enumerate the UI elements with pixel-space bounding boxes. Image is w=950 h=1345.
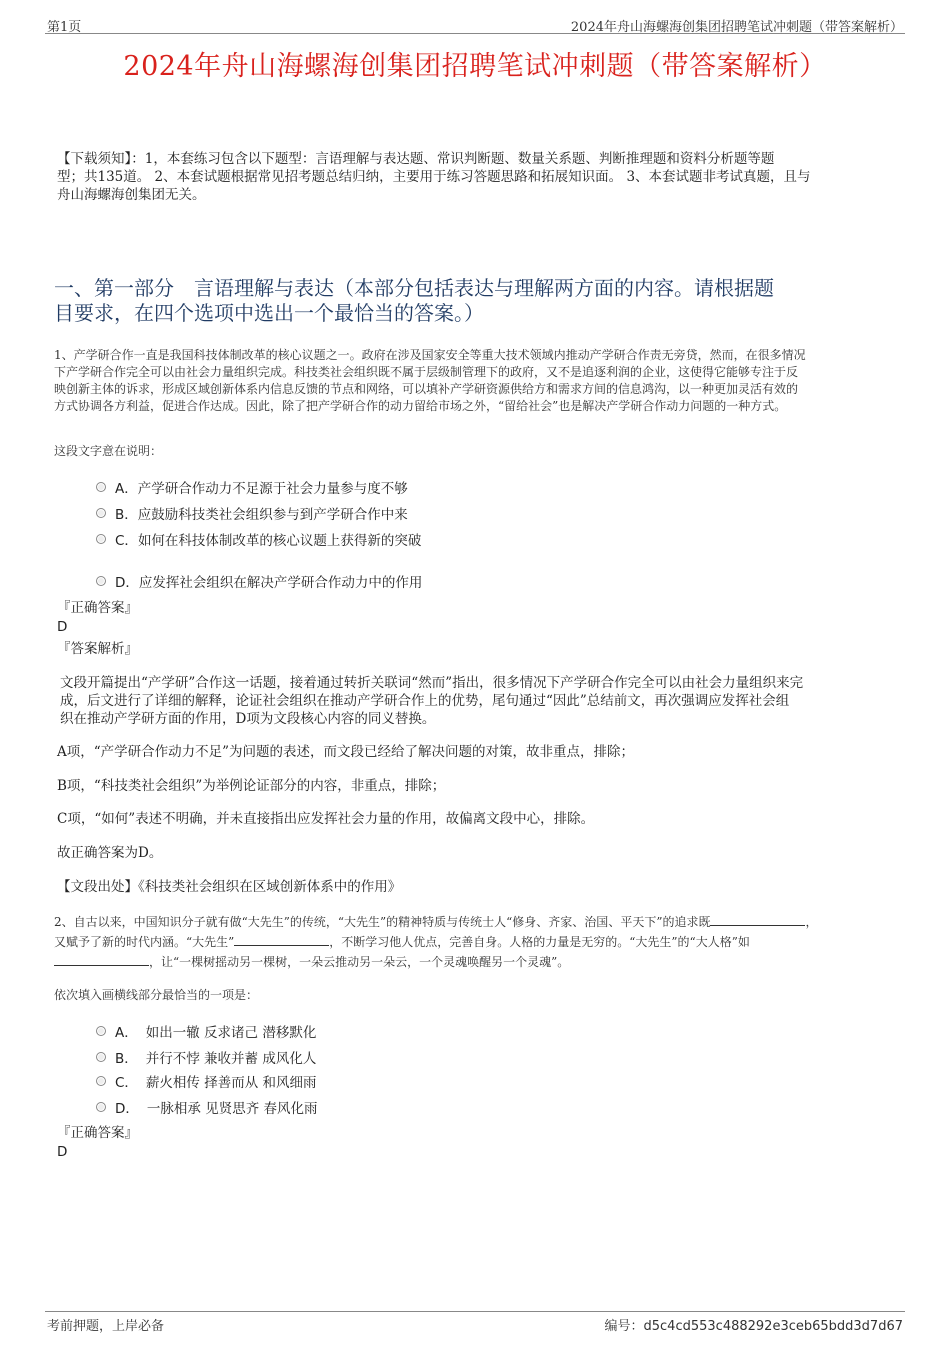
notice-line: 型；共135道。 2、本套试题根据常见招考题总结归纳，主要用于练习答题思路和拓展知识面。 3、本套试题非考试真题，且与 [57, 169, 811, 185]
q1-option-d[interactable]: D． 应发挥社会组织在解决产学研合作动力中的作用 [96, 571, 422, 591]
q1-option-a[interactable]: A． 产学研合作动力不足源于社会力量参与度不够 [96, 477, 408, 497]
q2-option-b[interactable]: B． 并行不悖 兼收并蓄 成风化人 [96, 1047, 316, 1067]
analysis-label: 『答案解析』 [57, 641, 138, 657]
answer-label: 『正确答案』 [57, 1125, 138, 1141]
analysis-note-a: A项，“产学研合作动力不足”为问题的表述，而文段已经给了解决问题的对策，故非重点，排除； [57, 744, 635, 760]
q2-option-a[interactable]: A． 如出一辙 反求诸己 潜移默化 [96, 1021, 316, 1041]
radio-icon[interactable] [96, 534, 106, 544]
source-citation: 【文段出处】《科技类社会组织在区域创新体系中的作用》 [57, 879, 402, 895]
page-number: 第1页 [47, 20, 82, 35]
radio-icon[interactable] [96, 508, 106, 518]
radio-icon[interactable] [96, 1026, 106, 1036]
answer-label: 『正确答案』 [57, 600, 138, 616]
analysis-line: 成，后文进行了详细的解释，论证社会组织在推动产学研合作上的优势，尾句通过“因此”总结前文，再次强调应发挥社会组 [60, 693, 790, 709]
radio-icon[interactable] [96, 1076, 106, 1086]
radio-icon[interactable] [96, 482, 106, 492]
stem-line: 映创新主体的诉求，形成区域创新体系内信息反馈的节点和网络，可以填补产学研资源供给方和需求方间的信息鸿沟，以一种更加灵活有效的 [54, 382, 799, 396]
analysis-conclusion: 故正确答案为D。 [57, 845, 163, 861]
stem-line: 方式协调各方利益，促进合作达成。因此，除了把产学研合作的动力留给市场之外，“留给社会”也是解决产学研合作动力问题的一种方式。 [54, 399, 787, 413]
q2-option-d[interactable]: D． 一脉相承 见贤思齐 春风化雨 [96, 1097, 318, 1117]
answer-value: D [57, 619, 68, 635]
analysis-note-c: C项，“如何”表述不明确，并未直接指出应发挥社会力量的作用，故偏离文段中心，排除。 [57, 811, 595, 827]
q1-option-c[interactable]: C． 如何在科技体制改革的核心议题上获得新的突破 [96, 529, 421, 549]
section-line: 一、第一部分 言语理解与表达（本部分包括表达与理解两方面的内容。请根据题 [54, 276, 774, 300]
notice-line: 【下载须知】：1，本套练习包含以下题型：言语理解与表达题、常识判断题、数量关系题、判断推理题和资料分析题等题 [57, 151, 775, 167]
stem-line: 2、自古以来，中国知识分子就有做“大先生”的传统，“大先生”的精神特质与传统士人“修身、齐家、治国、平天下”的追求既 ， [54, 915, 818, 929]
stem-line: 又赋予了新的时代内涵。“大先生” ，不断学习他人优点，完善自身。人格的力量是无穷的。“大先生”的“大人格”如 [54, 935, 750, 949]
stem-line: ，让“一棵树摇动另一棵树，一朵云推动另一朵云，一个灵魂唤醒另一个灵魂”。 [54, 952, 914, 972]
footer-slogan: 考前押题，上岸必备 [47, 1319, 165, 1334]
radio-icon[interactable] [96, 1102, 106, 1112]
question-1-stem [54, 347, 914, 415]
radio-icon[interactable] [96, 1052, 106, 1062]
question-1-prompt: 这段文字意在说明： [54, 444, 163, 458]
analysis-text [60, 674, 910, 728]
radio-icon[interactable] [96, 576, 106, 586]
fill-blank-2[interactable] [234, 933, 329, 946]
q1-option-b[interactable]: B． 应鼓励科技类社会组织参与到产学研合作中来 [96, 503, 408, 523]
notice-line: 舟山海螺海创集团无关。 [57, 187, 206, 203]
stem-line: 1、产学研合作一直是我国科技体制改革的核心议题之一。政府在涉及国家安全等重大技术领域内推动产学研合作责无旁贷，然而，在很多情况 [54, 348, 806, 362]
analysis-note-b: B项，“科技类社会组织”为举例论证部分的内容，非重点，排除； [57, 778, 446, 794]
q2-option-c[interactable]: C． 薪火相传 择善而从 和风细雨 [96, 1071, 317, 1091]
question-2-prompt: 依次填入画横线部分最恰当的一项是： [54, 988, 259, 1002]
download-notice [57, 150, 907, 204]
analysis-line: 文段开篇提出“产学研”合作这一话题，接着通过转折关联词“然而”指出，很多情况下产学研合作完全可以由社会力量组织来完 [60, 675, 804, 691]
footer-divider [45, 1311, 905, 1312]
answer-value: D [57, 1144, 68, 1160]
section-line: 目要求，在四个选项中选出一个最恰当的答案。） [54, 301, 484, 325]
section-heading [54, 276, 914, 326]
analysis-line: 织在推动产学研方面的作用，D项为文段核心内容的同义替换。 [60, 711, 436, 727]
fill-blank-1[interactable] [710, 913, 805, 926]
question-2-stem [54, 912, 914, 972]
footer-doc-code: 编号：d5c4cd553c488292e3ceb65bdd3d7d67 [604, 1319, 903, 1334]
page-title: 2024年舟山海螺海创集团招聘笔试冲刺题（带答案解析） [123, 51, 827, 82]
stem-line: 下产学研合作完全可以由社会力量组织完成。科技类社会组织既不属于层级制管理下的政府，又不是追逐利润的企业，这使得它能够专注于反 [54, 365, 799, 379]
fill-blank-3[interactable] [54, 953, 149, 966]
header-divider [45, 33, 905, 34]
header-doc-title: 2024年舟山海螺海创集团招聘笔试冲刺题（带答案解析） [570, 20, 903, 35]
